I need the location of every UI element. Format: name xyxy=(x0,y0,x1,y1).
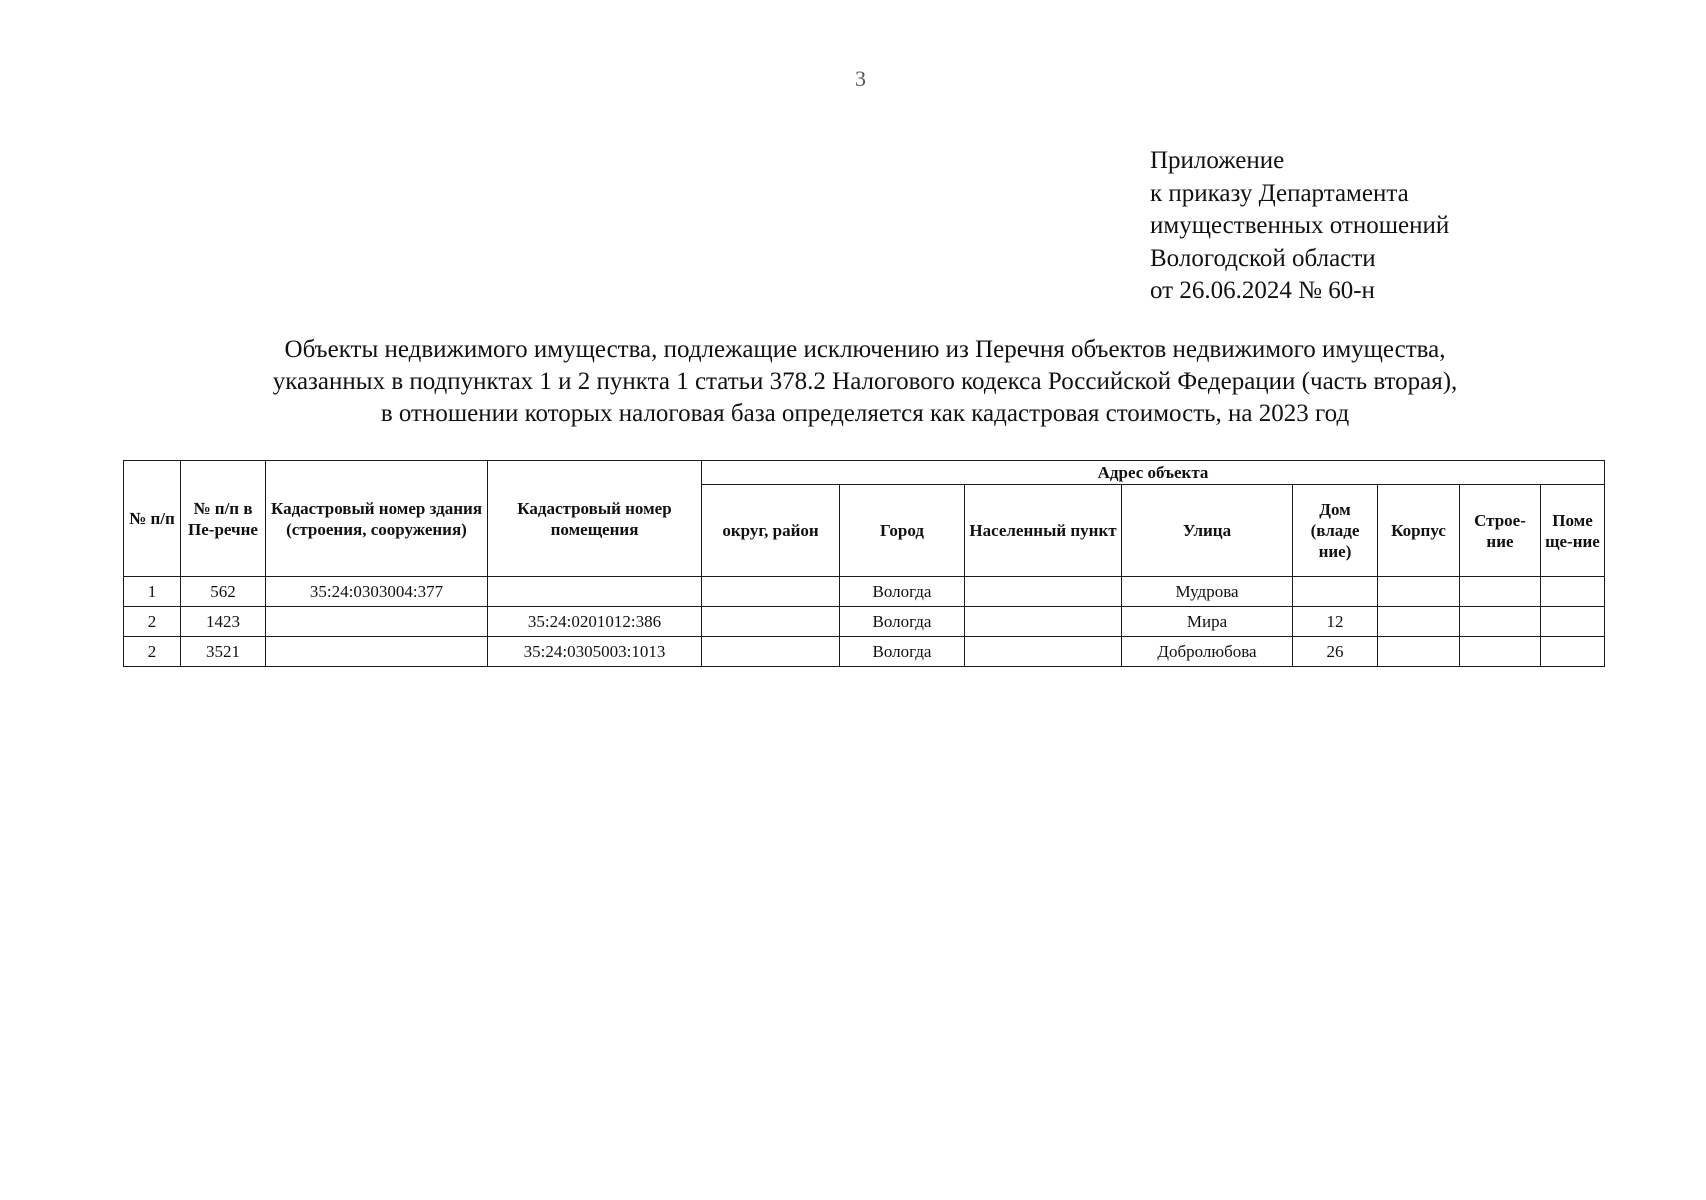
header-building: Строе-ние xyxy=(1460,485,1541,577)
header-room-cadastral: Кадастровый номер помещения xyxy=(488,461,702,577)
cell-building-cadastral xyxy=(266,607,488,637)
page-number: 3 xyxy=(855,66,866,91)
cell-room-cadastral: 35:24:0305003:1013 xyxy=(488,637,702,667)
appendix-line: от 26.06.2024 № 60-н xyxy=(1150,277,1375,304)
cell-premises xyxy=(1541,607,1605,637)
cell-street: Мира xyxy=(1122,607,1293,637)
cell-list-num: 562 xyxy=(181,577,266,607)
header-building-cadastral: Кадастровый номер здания (строения, сооружения) xyxy=(266,461,488,577)
title-line: указанных в подпунктах 1 и 2 пункта 1 статьи 378.2 Налогового кодекса Российской Федерации (часть вторая), xyxy=(272,368,1458,395)
cell-house: 12 xyxy=(1293,607,1378,637)
cell-list-num: 1423 xyxy=(181,607,266,637)
cell-premises xyxy=(1541,577,1605,607)
cell-num: 1 xyxy=(124,577,181,607)
cell-building xyxy=(1460,577,1541,607)
appendix-line: к приказу Департамента xyxy=(1150,179,1409,207)
cell-city: Вологда xyxy=(840,607,965,637)
appendix-line: имущественных отношений xyxy=(1150,212,1450,239)
cell-district xyxy=(702,607,840,637)
header-house: Дом (владе ние) xyxy=(1293,485,1378,577)
cell-building xyxy=(1460,637,1541,667)
cell-house: 26 xyxy=(1293,637,1378,667)
appendix-line: Вологодской области xyxy=(1150,244,1376,272)
document-title xyxy=(120,334,1610,430)
cell-premises xyxy=(1541,637,1605,667)
cell-room-cadastral xyxy=(488,577,702,607)
cell-building-cadastral: 35:24:0303004:377 xyxy=(266,577,488,607)
cell-building-cadastral xyxy=(266,637,488,667)
cell-street: Мудрова xyxy=(1122,577,1293,607)
cell-settlement xyxy=(965,637,1122,667)
header-premises: Поме ще-ние xyxy=(1541,485,1605,577)
appendix-line: Приложение xyxy=(1150,147,1285,174)
cell-district xyxy=(702,577,840,607)
header-address-group: Адрес объекта xyxy=(702,461,1605,485)
table-row xyxy=(124,577,1605,607)
cell-block xyxy=(1378,637,1460,667)
cell-list-num: 3521 xyxy=(181,637,266,667)
header-block: Корпус xyxy=(1378,485,1460,577)
table-row xyxy=(124,607,1605,637)
cell-street: Добролюбова xyxy=(1122,637,1293,667)
header-city: Город xyxy=(840,485,965,577)
header-num: № п/п xyxy=(124,461,181,577)
cell-city: Вологда xyxy=(840,577,965,607)
cell-room-cadastral: 35:24:0201012:386 xyxy=(488,607,702,637)
cell-city: Вологда xyxy=(840,637,965,667)
cell-building xyxy=(1460,607,1541,637)
title-line: Объекты недвижимого имущества, подлежащие исключению из Перечня объектов недвижимого имущества, xyxy=(284,336,1446,363)
appendix-block xyxy=(1150,145,1449,308)
cell-settlement xyxy=(965,577,1122,607)
cell-block xyxy=(1378,577,1460,607)
objects-table xyxy=(123,460,1605,667)
header-list-num: № п/п в Пе-речне xyxy=(181,461,266,577)
cell-block xyxy=(1378,607,1460,637)
cell-settlement xyxy=(965,607,1122,637)
cell-district xyxy=(702,637,840,667)
cell-house xyxy=(1293,577,1378,607)
header-settlement: Населенный пункт xyxy=(965,485,1122,577)
table-row xyxy=(124,637,1605,667)
cell-num: 2 xyxy=(124,637,181,667)
header-street: Улица xyxy=(1122,485,1293,577)
title-line: в отношении которых налоговая база определяется как кадастровая стоимость, на 2023 год xyxy=(380,400,1350,427)
cell-num: 2 xyxy=(124,607,181,637)
header-district: округ, район xyxy=(702,485,840,577)
